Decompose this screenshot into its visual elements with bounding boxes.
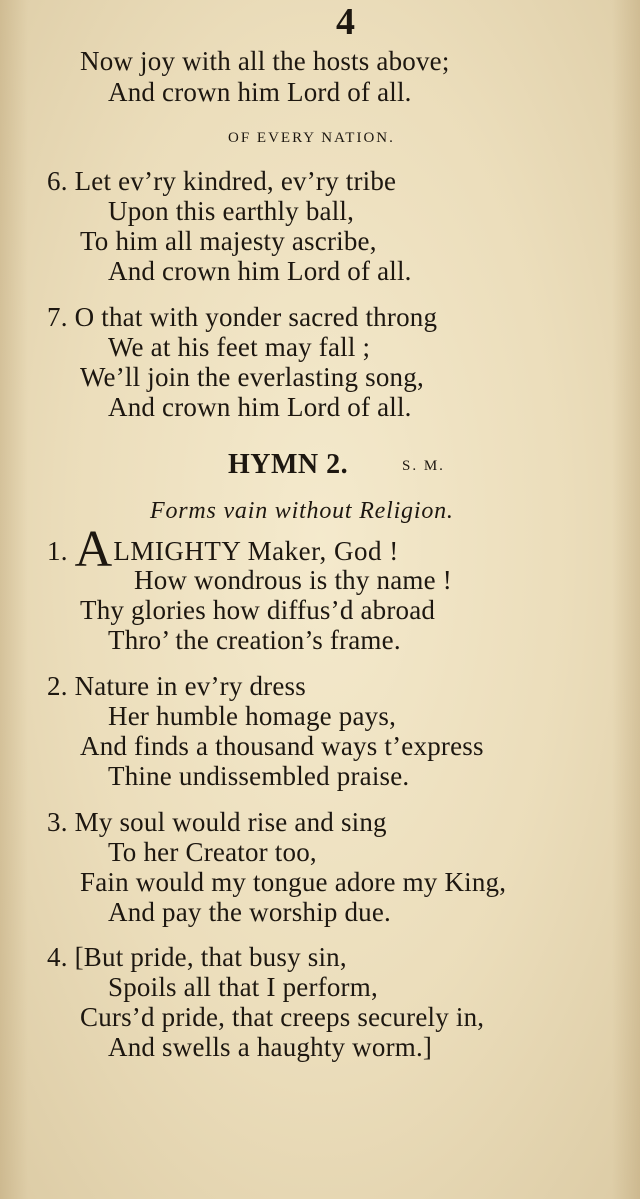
verse-text: LMIGHTY Maker, God ! <box>113 536 399 566</box>
page-edge-shadow-right <box>612 0 640 1199</box>
verse-line: Thro’ the creation’s frame. <box>108 625 401 655</box>
verse-line <box>47 302 437 332</box>
verse-line: Spoils all that I perform, <box>108 972 378 1002</box>
verse-text: Nature in ev’ry dress <box>74 671 306 701</box>
verse-number: 2. <box>47 671 68 701</box>
verse-line: Her humble homage pays, <box>108 701 397 731</box>
continuation-line-1: Now joy with all the hosts above; <box>80 46 450 76</box>
verse-number: 3. <box>47 807 68 837</box>
verse-line: How wondrous is thy name ! <box>134 565 452 595</box>
verse-number: 4. <box>47 942 68 972</box>
verse-text: Let ev’ry kindred, ev’ry tribe <box>74 166 397 196</box>
page-edge-shadow-left <box>0 0 28 1199</box>
verse-number: 6. <box>47 166 68 196</box>
section-heading: OF EVERY NATION. <box>228 130 395 146</box>
verse-line: And crown him Lord of all. <box>108 256 412 286</box>
verse-line: Curs’d pride, that creeps securely in, <box>80 1002 485 1032</box>
verse-line <box>47 942 347 972</box>
verse-text: O that with yonder sacred throng <box>74 302 438 332</box>
verse-text: My soul would rise and sing <box>74 807 387 837</box>
verse-line: And finds a thousand ways t’express <box>80 731 484 761</box>
verse-line: And pay the worship due. <box>108 897 392 927</box>
verse-line: And swells a haughty worm.] <box>108 1032 433 1062</box>
verse-line <box>47 521 399 578</box>
verse-line: Thine undissembled praise. <box>108 761 410 791</box>
verse-line: Fain would my tongue adore my King, <box>80 867 507 897</box>
hymn-meter: S. M. <box>402 458 445 474</box>
verse-line: We’ll join the everlasting song, <box>80 362 424 392</box>
verse-line <box>47 166 396 196</box>
hymn-subtitle: Forms vain without Religion. <box>150 498 454 524</box>
hymn-title: HYMN 2. <box>228 449 349 480</box>
verse-line: And crown him Lord of all. <box>108 392 412 422</box>
drop-cap: A <box>74 521 113 578</box>
continuation-line-2: And crown him Lord of all. <box>108 77 412 107</box>
page-number: 4 <box>336 1 355 43</box>
verse-line: To him all majesty ascribe, <box>80 226 377 256</box>
verse-line <box>47 807 387 837</box>
verse-line: We at his feet may fall ; <box>108 332 371 362</box>
verse-line: Thy glories how diffus’d abroad <box>80 595 436 625</box>
verse-line <box>47 671 306 701</box>
verse-number: 7. <box>47 302 68 332</box>
verse-line: Upon this earthly ball, <box>108 196 355 226</box>
verse-number: 1. <box>47 536 68 566</box>
verse-text: [But pride, that busy sin, <box>74 942 347 972</box>
verse-line: To her Creator too, <box>108 837 317 867</box>
